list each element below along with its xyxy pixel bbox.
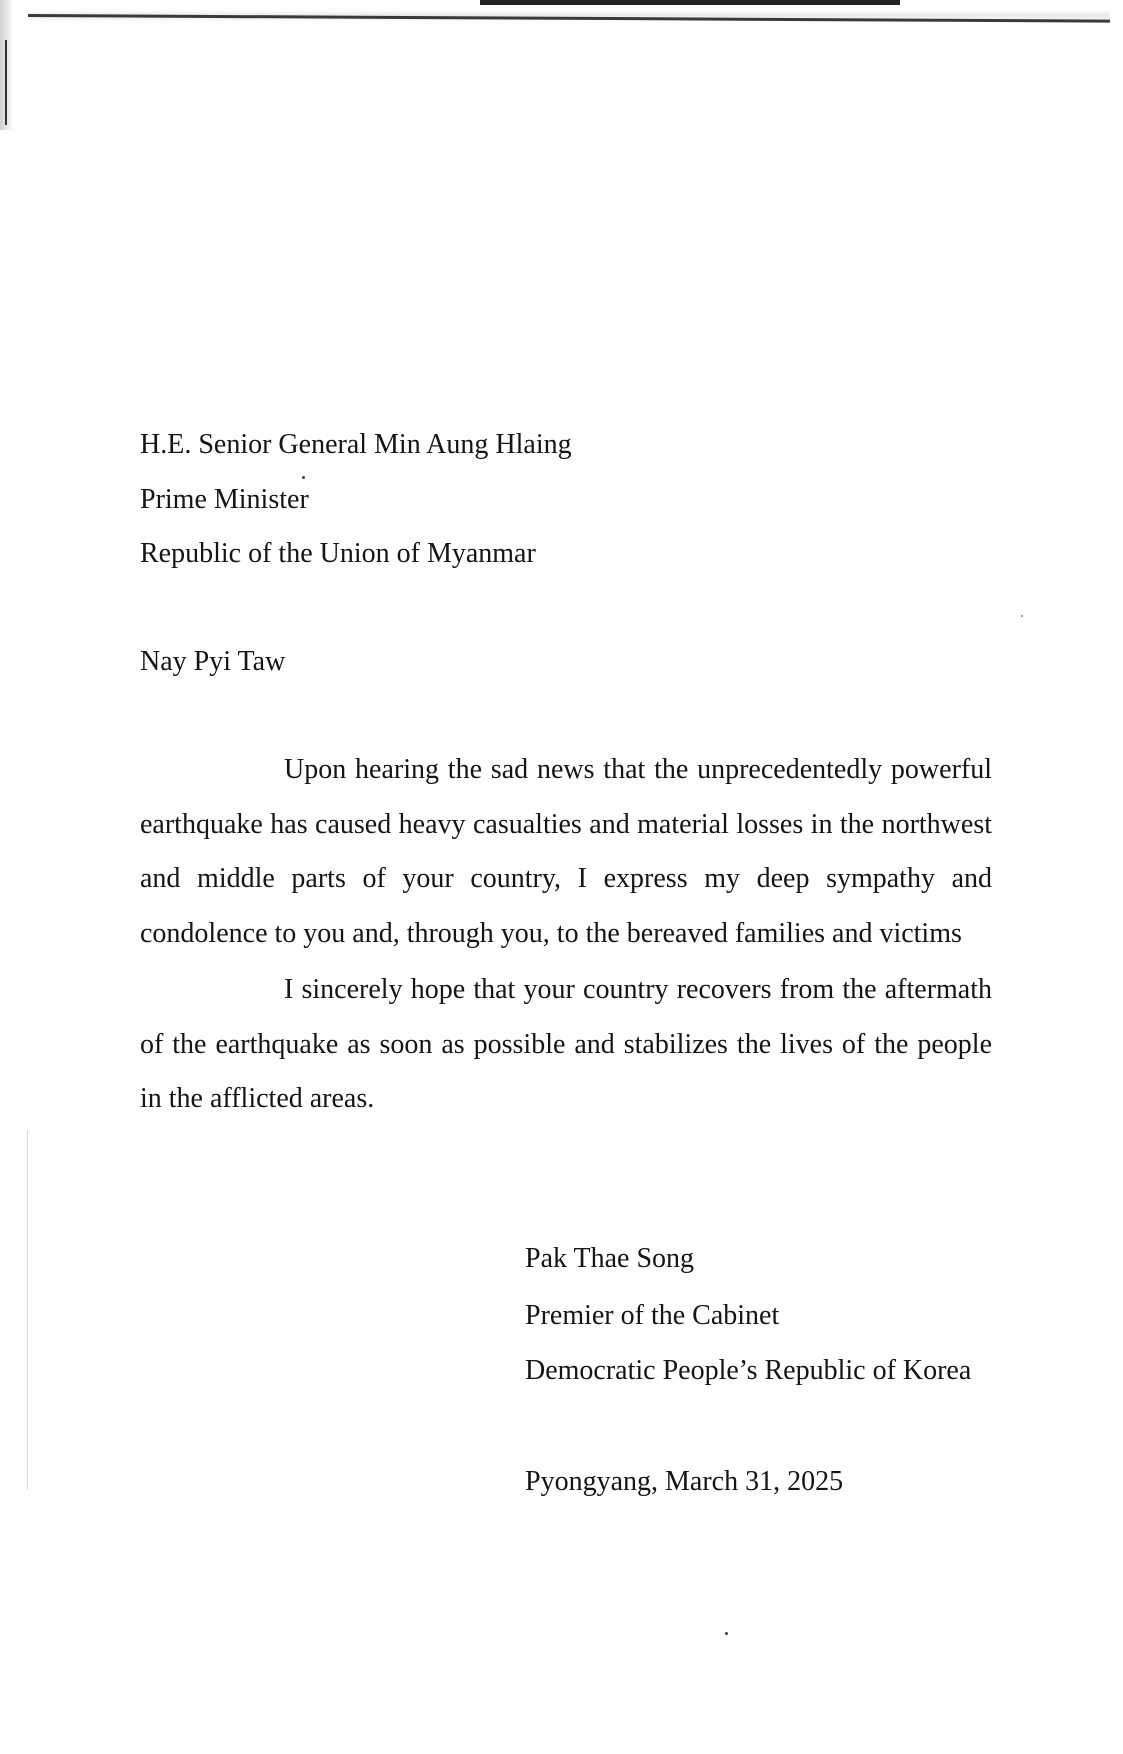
signatory-title: Premier of the Cabinet	[525, 1300, 780, 1331]
place-and-date: Pyongyang, March 31, 2025	[525, 1466, 844, 1497]
scan-left-faint-line	[27, 1130, 28, 1490]
recipient-city: Nay Pyi Taw	[140, 646, 286, 677]
scan-speck	[1021, 615, 1023, 617]
recipient-country: Republic of the Union of Myanmar	[140, 538, 536, 569]
signatory-name: Pak Thae Song	[525, 1243, 695, 1274]
scan-left-mark	[5, 40, 7, 125]
signatory-country: Democratic People’s Republic of Korea	[525, 1355, 972, 1386]
scan-left-edge	[0, 0, 14, 130]
recipient-name: H.E. Senior General Min Aung Hlaing	[140, 429, 572, 460]
body-paragraph-1: Upon hearing the sad news that the unprecedentedly powerful earthquake has caused heavy casualties and material losses in the northwest and middle parts of your country, I express my deep sympathy and condolence to you and, through you, to the bereaved families and victims	[140, 754, 992, 949]
recipient-title: Prime Minister	[140, 484, 309, 515]
scan-top-edge	[480, 0, 900, 5]
scan-speck	[302, 476, 305, 479]
scan-speck	[725, 1632, 728, 1635]
body-paragraph-2: I sincerely hope that your country recovers from the aftermath of the earthquake as soon as possible and stabilizes the lives of the people in the afflicted areas.	[140, 974, 992, 1114]
